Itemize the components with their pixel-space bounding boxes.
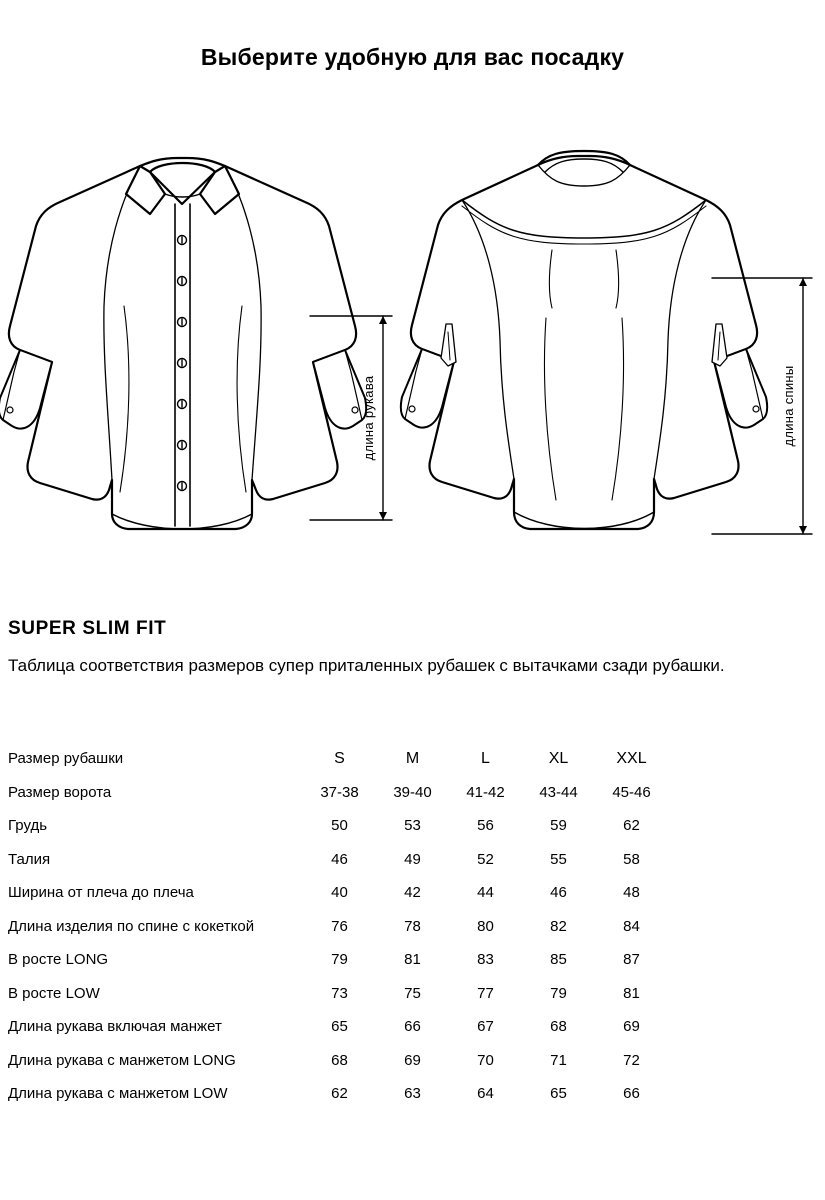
table-header-size-m: M <box>405 749 420 767</box>
row-value: 71 <box>550 1051 567 1069</box>
row-value: 76 <box>331 917 348 935</box>
table-header-size-l: L <box>481 749 490 767</box>
row-label: Размер ворота <box>8 783 112 801</box>
row-value: 87 <box>623 951 640 969</box>
row-value: 43-44 <box>539 783 578 801</box>
row-value: 55 <box>550 850 567 868</box>
row-value: 62 <box>331 1085 348 1103</box>
row-value: 41-42 <box>466 783 505 801</box>
row-value: 53 <box>404 817 421 835</box>
row-value: 66 <box>404 1018 421 1036</box>
row-label: Длина рукава с манжетом LOW <box>8 1085 228 1103</box>
table-header-row <box>8 742 668 776</box>
row-value: 58 <box>623 850 640 868</box>
row-value: 42 <box>404 884 421 902</box>
row-value: 70 <box>477 1051 494 1069</box>
table-row <box>8 843 668 877</box>
row-value: 73 <box>331 984 348 1002</box>
row-value: 79 <box>550 984 567 1002</box>
row-value: 77 <box>477 984 494 1002</box>
row-value: 81 <box>623 984 640 1002</box>
fit-description: Таблица соответствия размеров супер приталенных рубашек с вытачками сзади рубашки. <box>8 656 725 675</box>
table-row <box>8 776 668 810</box>
row-value: 64 <box>477 1085 494 1103</box>
table-header-size-xl: XL <box>548 749 569 767</box>
row-label: Грудь <box>8 817 48 835</box>
table-row <box>8 910 668 944</box>
row-value: 65 <box>331 1018 348 1036</box>
row-value: 75 <box>404 984 421 1002</box>
row-value: 63 <box>404 1085 421 1103</box>
row-value: 66 <box>623 1085 640 1103</box>
fit-name: SUPER SLIM FIT <box>8 618 167 639</box>
row-value: 82 <box>550 917 567 935</box>
row-value: 79 <box>331 951 348 969</box>
row-value: 46 <box>331 850 348 868</box>
shirt-illustration <box>0 110 825 580</box>
page-title: Выберите удобную для вас посадку <box>200 44 625 70</box>
row-value: 78 <box>404 917 421 935</box>
row-label: В росте LOW <box>8 984 100 1002</box>
table-header-label: Размер рубашки <box>8 750 124 768</box>
row-value: 84 <box>623 917 640 935</box>
table-row <box>8 809 668 843</box>
row-value: 48 <box>623 884 640 902</box>
size-chart-table <box>8 742 668 1111</box>
row-value: 49 <box>404 850 421 868</box>
table-row <box>8 1044 668 1078</box>
row-value: 68 <box>550 1018 567 1036</box>
back-length-label: длина спины <box>781 365 796 447</box>
row-value: 46 <box>550 884 567 902</box>
row-value: 83 <box>477 951 494 969</box>
row-value: 72 <box>623 1051 640 1069</box>
row-value: 59 <box>550 817 567 835</box>
row-value: 69 <box>623 1018 640 1036</box>
table-row <box>8 943 668 977</box>
row-label: Длина рукава включая манжет <box>8 1018 222 1036</box>
row-value: 56 <box>477 817 494 835</box>
row-label: Ширина от плеча до плеча <box>8 884 194 902</box>
row-label: Длина изделия по спине с кокеткой <box>8 917 255 935</box>
row-value: 80 <box>477 917 494 935</box>
table-header-size-s: S <box>334 749 345 767</box>
row-value: 50 <box>331 817 348 835</box>
row-value: 67 <box>477 1018 494 1036</box>
table-row <box>8 1010 668 1044</box>
row-label: Длина рукава с манжетом LONG <box>8 1051 236 1069</box>
row-value: 69 <box>404 1051 421 1069</box>
table-row <box>8 876 668 910</box>
row-label: Талия <box>8 850 51 868</box>
table-row <box>8 977 668 1011</box>
row-value: 45-46 <box>612 783 651 801</box>
row-value: 85 <box>550 951 567 969</box>
row-label: В росте LONG <box>8 951 109 969</box>
row-value: 44 <box>477 884 494 902</box>
row-value: 39-40 <box>393 783 432 801</box>
row-value: 81 <box>404 951 421 969</box>
shirt-back-view <box>401 151 767 529</box>
row-value: 52 <box>477 850 494 868</box>
sleeve-length-label: длина рукава <box>361 375 376 461</box>
row-value: 65 <box>550 1085 567 1103</box>
table-row <box>8 1077 668 1111</box>
row-value: 37-38 <box>320 783 359 801</box>
shirt-front-view <box>0 158 366 529</box>
row-value: 40 <box>331 884 348 902</box>
row-value: 68 <box>331 1051 348 1069</box>
table-header-size-xxl: XXL <box>616 749 647 767</box>
row-value: 62 <box>623 817 640 835</box>
